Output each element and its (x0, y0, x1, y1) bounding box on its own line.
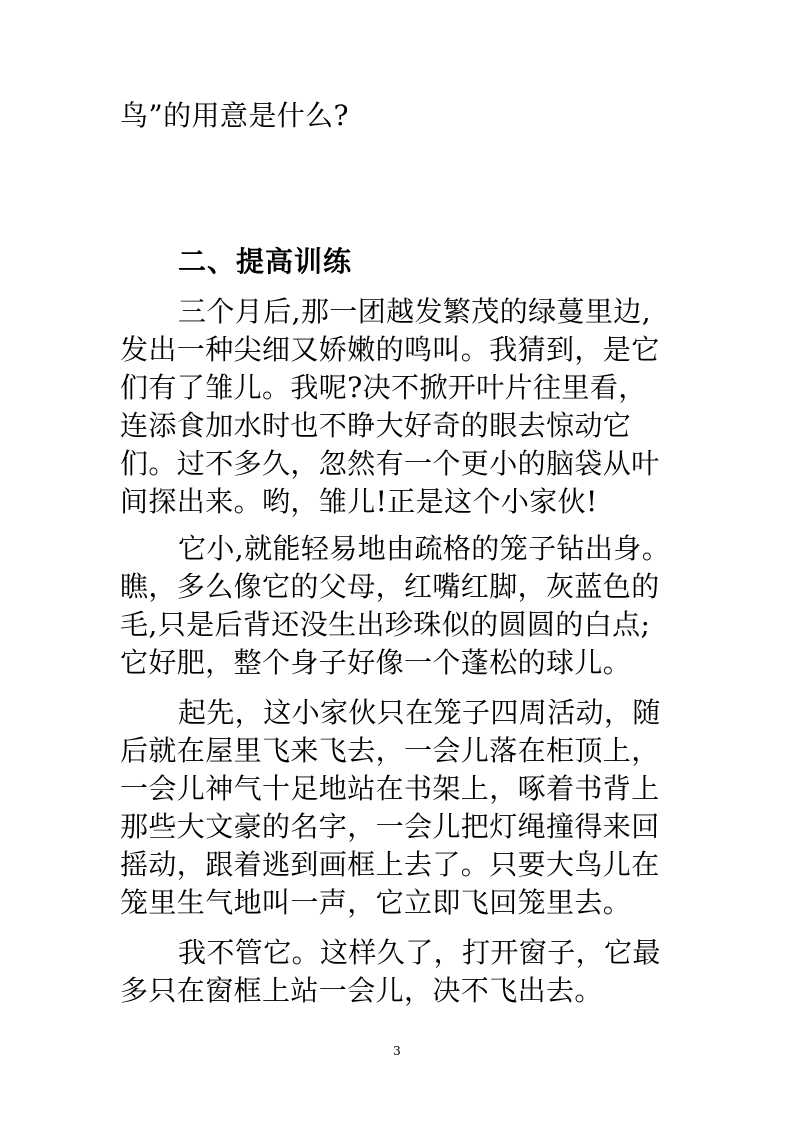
section-heading: 二、提高训练 (178, 245, 353, 278)
paragraph-line: 连添食加水时也不睁大好奇的眼去惊动它 (120, 409, 632, 442)
paragraph-line: 起先，这小家伙只在笼子四周活动，随 (178, 696, 661, 729)
paragraph-line: 毛,只是后背还没生出珍珠似的圆圆的白点; (120, 608, 651, 641)
paragraph-line: 瞧，多么像它的父母，红嘴红脚，灰蓝色的 (120, 570, 660, 603)
paragraph-line: 三个月后,那一团越发繁茂的绿蔓里边, (178, 295, 652, 328)
paragraph-line: 多只在窗框上站一会儿，决不飞出去。 (120, 974, 603, 1007)
paragraph-line: 它好肥，整个身子好像一个蓬松的球儿。 (120, 646, 632, 679)
paragraph-line: 间探出来。哟，雏儿!正是这个小家伙! (120, 485, 598, 518)
paragraph-line: 那些大文豪的名字，一会儿把灯绳撞得来回 (120, 810, 660, 843)
paragraph-line: 一会儿神气十足地站在书架上，啄着书背上 (120, 772, 660, 805)
paragraph-line: 们有了雏儿。我呢?决不掀开叶片往里看， (120, 371, 647, 404)
paragraph-line: 笼里生气地叫一声，它立即飞回笼里去。 (120, 886, 632, 919)
paragraph-line: 我不管它。这样久了，打开窗子，它最 (178, 936, 661, 969)
paragraph-line: 发出一种尖细又娇嫩的鸣叫。我猜到，是它 (120, 333, 660, 366)
paragraph-line: 摇动，跟着逃到画框上去了。只要大鸟儿在 (120, 848, 660, 881)
paragraph-line: 后就在屋里飞来飞去，一会儿落在柜顶上， (120, 734, 660, 767)
paragraph-line: 它小,就能轻易地由疏格的笼子钻出身。 (178, 532, 671, 565)
page-number: 3 (393, 1044, 401, 1058)
paragraph-line: 们。过不多久，忽然有一个更小的脑袋从叶 (120, 447, 660, 480)
question-tail: 鸟”的用意是什么? (120, 99, 349, 132)
